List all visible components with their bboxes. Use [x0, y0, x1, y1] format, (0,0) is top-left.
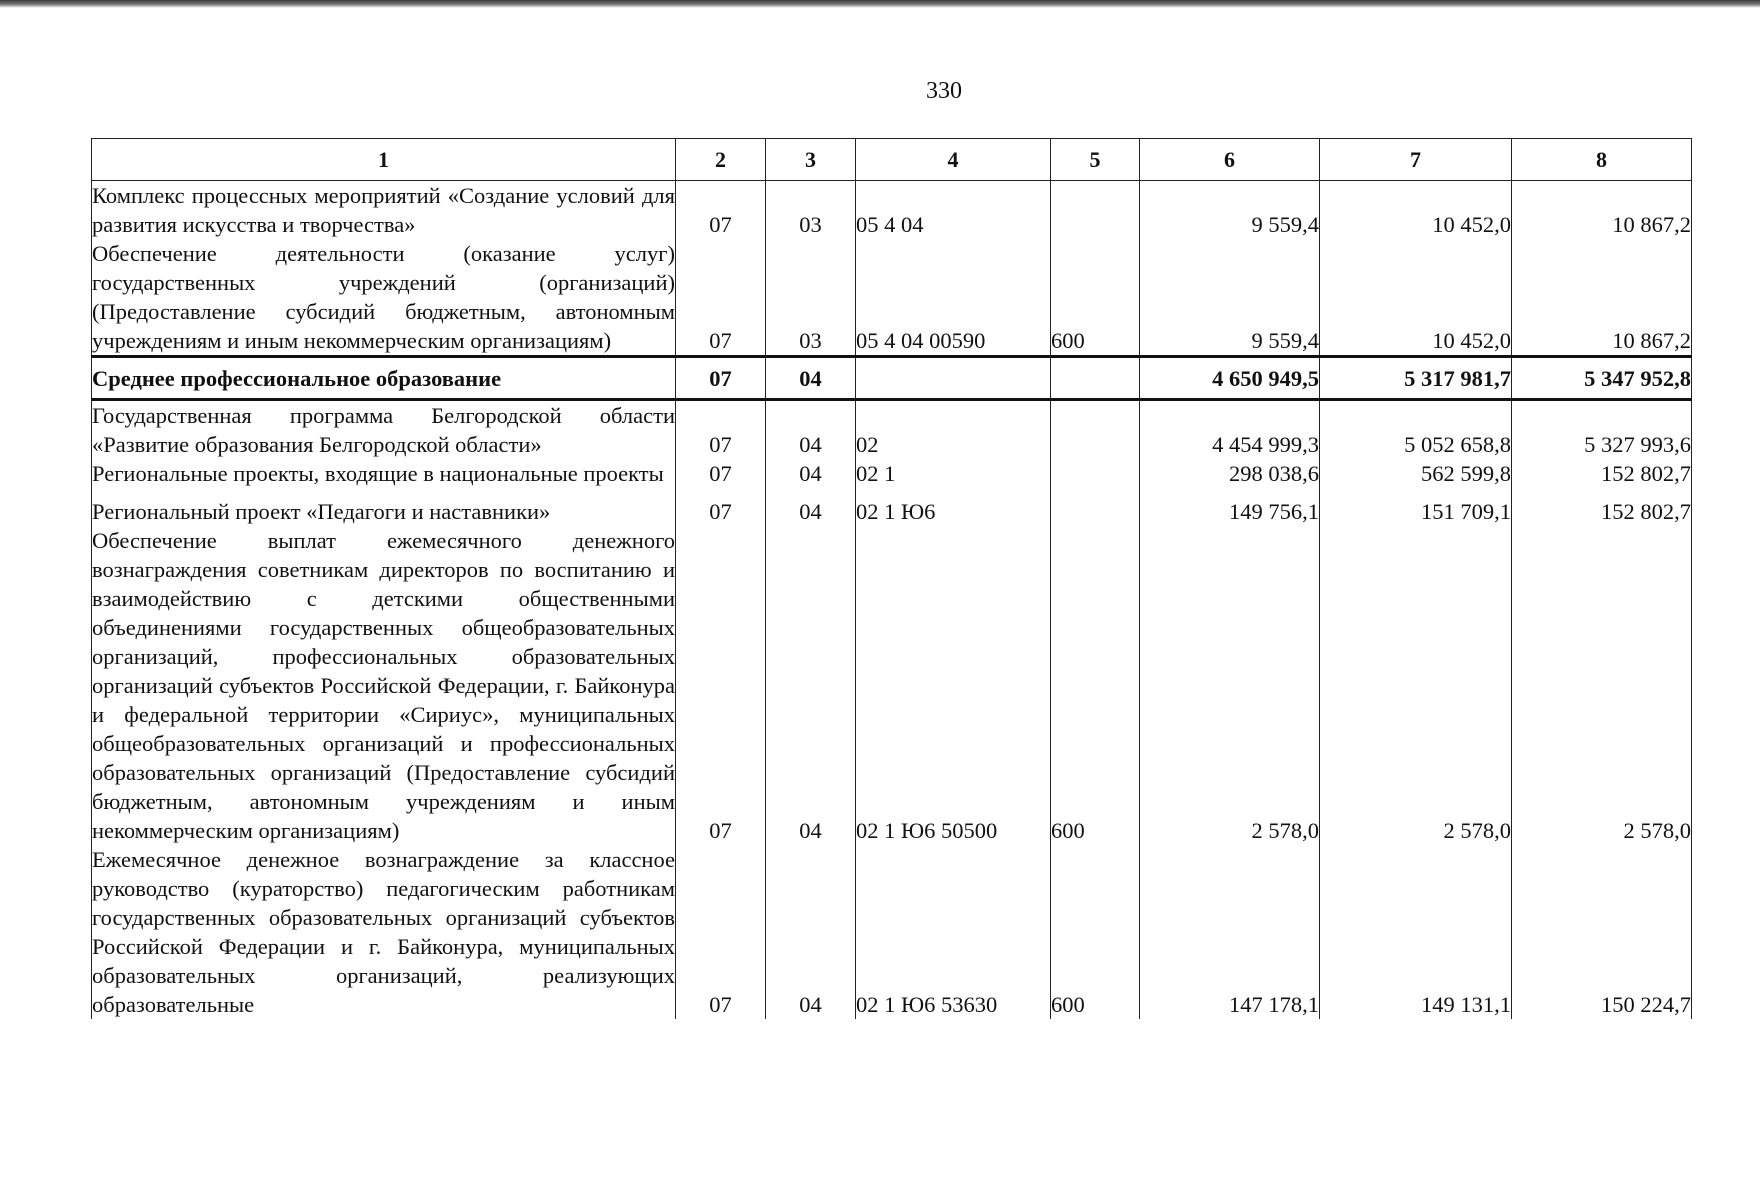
row-amount-col-8: 10 867,2 — [1512, 181, 1692, 240]
row-section: 07 — [676, 845, 766, 1019]
row-amount-col-7: 562 599,8 — [1320, 459, 1512, 488]
row-section: 07 — [676, 400, 766, 460]
header-col-6: 6 — [1140, 139, 1320, 181]
row-amount-col-8: 150 224,7 — [1512, 845, 1692, 1019]
row-amount-col-6: 298 038,6 — [1140, 459, 1320, 488]
row-expense-type — [1051, 497, 1140, 526]
table-row — [92, 181, 1692, 240]
row-amount-col-7: 5 052 658,8 — [1320, 400, 1512, 460]
row-subsection: 04 — [766, 497, 856, 526]
row-section: 07 — [676, 459, 766, 488]
row-target-code: 02 1 — [856, 459, 1051, 488]
row-amount-col-8: 152 802,7 — [1512, 459, 1692, 488]
row-amount-col-6: 9 559,4 — [1140, 239, 1320, 357]
table-row — [92, 239, 1692, 357]
row-expense-type — [1051, 357, 1140, 400]
row-subsection: 04 — [766, 526, 856, 845]
row-subsection: 03 — [766, 181, 856, 240]
row-description: Среднее профессиональное образование — [92, 357, 676, 400]
header-col-3: 3 — [766, 139, 856, 181]
row-amount-col-7: 2 578,0 — [1320, 526, 1512, 845]
header-col-7: 7 — [1320, 139, 1512, 181]
row-amount-col-8: 5 347 952,8 — [1512, 357, 1692, 400]
header-col-8: 8 — [1512, 139, 1692, 181]
row-target-code: 05 4 04 — [856, 181, 1051, 240]
row-description: Государственная программа Белгородской области «Развитие образования Белгородской области» — [92, 400, 676, 460]
row-target-code: 02 — [856, 400, 1051, 460]
row-expense-type: 600 — [1051, 526, 1140, 845]
header-col-4: 4 — [856, 139, 1051, 181]
table-row — [92, 497, 1692, 526]
row-target-code: 02 1 Ю6 50500 — [856, 526, 1051, 845]
row-expense-type: 600 — [1051, 239, 1140, 357]
row-section: 07 — [676, 497, 766, 526]
page-number: 330 — [926, 78, 962, 104]
row-amount-col-7: 10 452,0 — [1320, 181, 1512, 240]
row-description: Комплекс процессных мероприятий «Создание условий для развития искусства и творчества» — [92, 181, 676, 240]
header-col-5: 5 — [1051, 139, 1140, 181]
row-amount-col-7: 151 709,1 — [1320, 497, 1512, 526]
row-amount-col-7: 149 131,1 — [1320, 845, 1512, 1019]
row-description: Обеспечение выплат ежемесячного денежного вознаграждения советникам директоров по воспитанию и взаимодействию с детскими общественными объединениями государственных общеобразовательных организаций, профессиональных образовательных организаций субъектов Российской Федерации, г. Байконура и федеральной территории «Сириус», муниципальных общеобразовательных организаций и профессиональных образовательных организаций (Предоставление субсидий бюджетным, автономным учреждениям и иным некоммерческим организациям) — [92, 528, 675, 843]
row-expense-type: 600 — [1051, 845, 1140, 1019]
row-expense-type — [1051, 181, 1140, 240]
table-row — [92, 400, 1692, 460]
row-description: Региональный проект «Педагоги и наставники» — [92, 497, 676, 526]
row-spacer — [92, 488, 1692, 497]
budget-table — [91, 138, 1692, 1019]
row-subsection: 04 — [766, 459, 856, 488]
row-target-code: 02 1 Ю6 — [856, 497, 1051, 526]
row-amount-col-7: 5 317 981,7 — [1320, 357, 1512, 400]
row-target-code — [856, 357, 1051, 400]
header-col-2: 2 — [676, 139, 766, 181]
row-amount-col-6: 147 178,1 — [1140, 845, 1320, 1019]
row-amount-col-8: 10 867,2 — [1512, 239, 1692, 357]
row-section: 07 — [676, 526, 766, 845]
row-amount-col-8: 152 802,7 — [1512, 497, 1692, 526]
table-row — [92, 526, 1692, 845]
table-row-subtotal — [92, 357, 1692, 400]
row-amount-col-6: 4 650 949,5 — [1140, 357, 1320, 400]
row-section: 07 — [676, 239, 766, 357]
row-expense-type — [1051, 459, 1140, 488]
row-description: Обеспечение деятельности (оказание услуг) государственных учреждений (организаций) (Предоставление субсидий бюджетным, автономным учреждениям и иным некоммерческим организациям) — [92, 239, 676, 357]
row-amount-col-8: 2 578,0 — [1512, 526, 1692, 845]
row-target-code: 05 4 04 00590 — [856, 239, 1051, 357]
row-section: 07 — [676, 357, 766, 400]
table-header — [92, 139, 1692, 181]
row-subsection: 04 — [766, 357, 856, 400]
row-target-code: 02 1 Ю6 53630 — [856, 845, 1051, 1019]
row-subsection: 04 — [766, 845, 856, 1019]
row-amount-col-6: 9 559,4 — [1140, 181, 1320, 240]
row-amount-col-7: 10 452,0 — [1320, 239, 1512, 357]
row-section: 07 — [676, 181, 766, 240]
table-row — [92, 845, 1692, 1019]
row-amount-col-6: 4 454 999,3 — [1140, 400, 1320, 460]
row-expense-type — [1051, 400, 1140, 460]
row-amount-col-6: 149 756,1 — [1140, 497, 1320, 526]
row-subsection: 04 — [766, 400, 856, 460]
row-amount-col-6: 2 578,0 — [1140, 526, 1320, 845]
table-row — [92, 459, 1692, 488]
row-description: Ежемесячное денежное вознаграждение за классное руководство (кураторство) педагогическим работникам государственных образовательных организаций субъектов Российской Федерации и г. Байконура, муниципальных образовательных организаций, реализующих образовательные — [92, 847, 675, 1017]
scan-edge — [0, 0, 1760, 8]
row-amount-col-8: 5 327 993,6 — [1512, 400, 1692, 460]
row-subsection: 03 — [766, 239, 856, 357]
header-col-1: 1 — [92, 139, 676, 181]
row-description: Региональные проекты, входящие в национальные проекты — [92, 459, 676, 488]
